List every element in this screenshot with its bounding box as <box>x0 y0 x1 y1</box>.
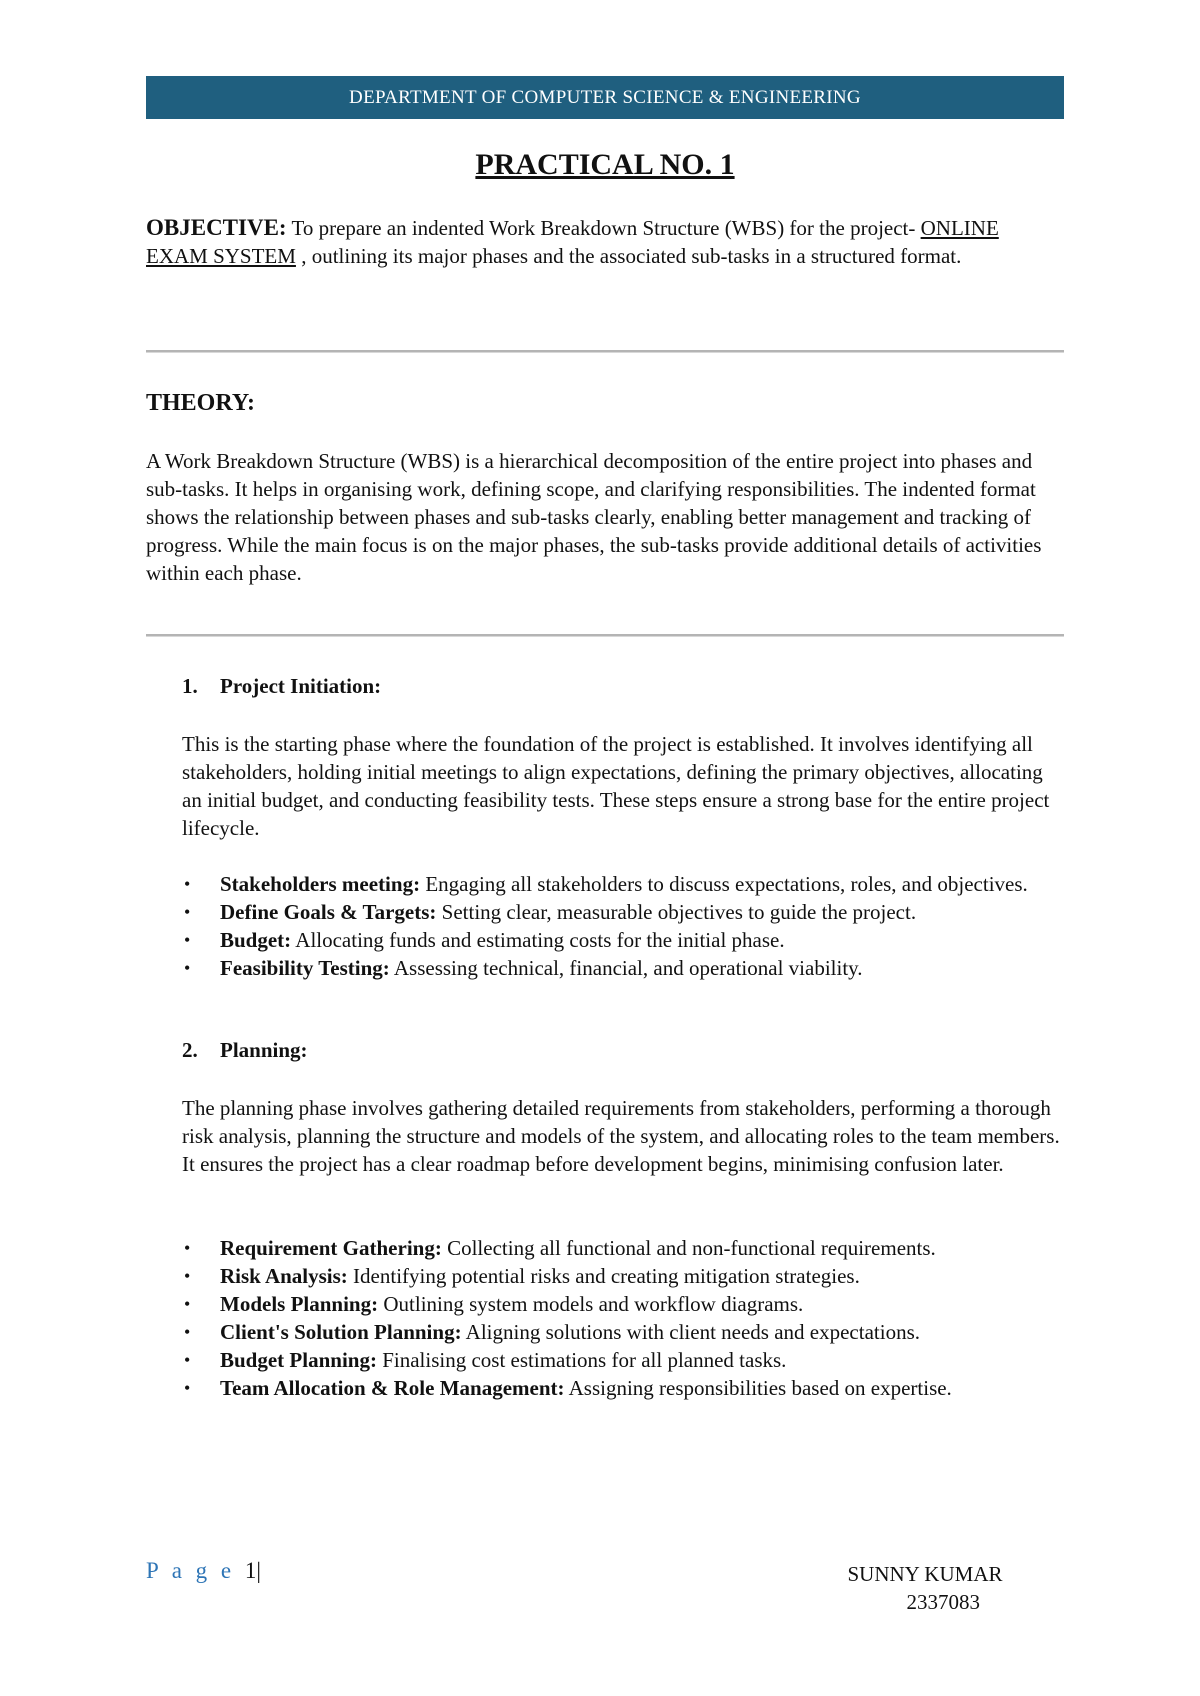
list-item <box>182 1374 1062 1402</box>
task-name: Budget: <box>220 928 292 952</box>
list-item <box>182 1346 1062 1374</box>
divider <box>146 350 1064 353</box>
phase-title: Project Initiation: <box>220 674 382 698</box>
task-list <box>182 870 1062 982</box>
page-separator: | <box>256 1558 261 1583</box>
bullet-icon: • <box>184 1322 191 1342</box>
phase-description: This is the starting phase where the foundation of the project is established. It involves identifying all stakeholders, holding initial meetings to align expectations, defining the primary objectives, allocating an initial budget, and conducting feasibility tests. These steps ensure a strong base for the entire project lifecycle. <box>182 732 1050 840</box>
page-label: P a g e <box>146 1558 236 1583</box>
task-name: Client's Solution Planning: <box>220 1320 462 1344</box>
bullet-icon: • <box>184 1294 191 1314</box>
bullet-icon: • <box>184 1378 191 1398</box>
task-name: Define Goals & Targets: <box>220 900 437 924</box>
theory-body: A Work Breakdown Structure (WBS) is a hierarchical decomposition of the entire project into phases and sub-tasks. It helps in organising work, defining scope, and clarifying responsibilities. The indented format shows the relationship between phases and sub-tasks clearly, enabling better management and tracking of progress. While the main focus is on the major phases, the sub-tasks provide additional details of activities within each phase. <box>146 449 1042 585</box>
department-name: DEPARTMENT OF COMPUTER SCIENCE & ENGINEERING <box>349 86 861 108</box>
department-header <box>146 76 1064 119</box>
task-detail: Outlining system models and workflow diagrams. <box>378 1292 804 1316</box>
task-name: Risk Analysis: <box>220 1264 348 1288</box>
phase-number: 2. <box>182 1038 198 1062</box>
task-detail: Allocating funds and estimating costs for the initial phase. <box>291 928 785 952</box>
author-name: SUNNY KUMAR <box>847 1562 1003 1586</box>
list-item <box>182 1234 1062 1262</box>
roll-number: 2337083 <box>906 1590 980 1614</box>
objective-label: OBJECTIVE: <box>146 215 287 240</box>
task-list <box>182 1234 1062 1402</box>
bullet-icon: • <box>184 1350 191 1370</box>
task-name: Team Allocation & Role Management: <box>220 1376 565 1400</box>
phase-heading <box>182 1038 308 1063</box>
theory-heading: THEORY: <box>146 390 255 416</box>
page-title: PRACTICAL NO. 1 <box>475 148 735 181</box>
divider <box>146 634 1064 637</box>
list-item <box>182 926 1062 954</box>
task-detail: Engaging all stakeholders to discuss expectations, roles, and objectives. <box>420 872 1028 896</box>
page-number: 1 <box>244 1558 257 1583</box>
task-name: Requirement Gathering: <box>220 1236 442 1260</box>
list-item <box>182 1290 1062 1318</box>
phase-description: The planning phase involves gathering detailed requirements from stakeholders, performing a thorough risk analysis, planning the structure and models of the system, and allocating roles to the team members. It ensures the project has a clear roadmap before development begins, minimising confusion later. <box>182 1096 1060 1176</box>
objective-text-before: To prepare an indented Work Breakdown Structure (WBS) for the project- <box>286 216 916 240</box>
page-number-footer <box>146 1558 261 1584</box>
task-detail: Aligning solutions with client needs and expectations. <box>461 1320 920 1344</box>
task-detail: Identifying potential risks and creating mitigation strategies. <box>347 1264 860 1288</box>
phase-title: Planning: <box>220 1038 308 1062</box>
task-name: Models Planning: <box>220 1292 379 1316</box>
bullet-icon: • <box>184 958 191 978</box>
bullet-icon: • <box>184 1266 191 1286</box>
task-name: Stakeholders meeting: <box>220 872 421 896</box>
task-detail: Assessing technical, financial, and operational viability. <box>389 956 863 980</box>
task-name: Budget Planning: <box>220 1348 377 1372</box>
bullet-icon: • <box>184 902 191 922</box>
objective-text-after: , outlining its major phases and the associated sub-tasks in a structured format. <box>295 244 962 268</box>
task-detail: Setting clear, measurable objectives to guide the project. <box>436 900 917 924</box>
task-detail: Collecting all functional and non-functional requirements. <box>441 1236 936 1260</box>
bullet-icon: • <box>184 930 191 950</box>
list-item <box>182 1262 1062 1290</box>
task-detail: Finalising cost estimations for all planned tasks. <box>376 1348 787 1372</box>
list-item <box>182 1318 1062 1346</box>
task-detail: Assigning responsibilities based on expertise. <box>564 1376 952 1400</box>
list-item <box>182 870 1062 898</box>
objective-section <box>146 214 1064 270</box>
list-item <box>182 898 1062 926</box>
author-block <box>830 1560 1020 1616</box>
phase-heading <box>182 674 381 699</box>
task-name: Feasibility Testing: <box>220 956 390 980</box>
bullet-icon: • <box>184 874 191 894</box>
bullet-icon: • <box>184 1238 191 1258</box>
list-item <box>182 954 1062 982</box>
project-name: ONLINE EXAM SYSTEM <box>146 216 999 268</box>
phase-number: 1. <box>182 674 198 698</box>
